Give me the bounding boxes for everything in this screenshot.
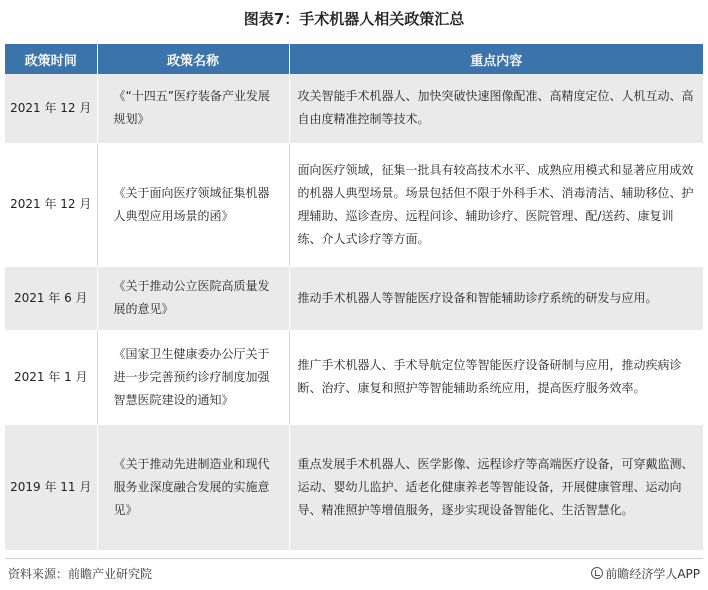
row-content: 推广手术机器人、手术导航定位等智能医疗设备研制与应用，推动疾病诊断、治疗、康复和照护等智能辅助系统应用，提高医疗服务效率。 bbox=[289, 330, 703, 424]
table-row bbox=[5, 266, 703, 330]
table-row bbox=[5, 424, 703, 550]
table-row bbox=[5, 143, 703, 266]
table-row bbox=[5, 330, 703, 424]
row-content: 攻关智能手术机器人、加快突破快速图像配准、高精度定位、人机互动、高自由度精准控制等技术。 bbox=[289, 74, 703, 143]
header-date: 政策时间 bbox=[5, 44, 97, 74]
row-policy-name: 《关于推动先进制造业和现代服务业深度融合发展的实施意见》 bbox=[97, 424, 289, 550]
brand-label: 前瞻经济学人APP bbox=[605, 567, 700, 581]
row-content: 重点发展手术机器人、医学影像、远程诊疗等高端医疗设备，可穿戴监测、运动、婴幼儿监护、适老化健康养老等智能设备，开展健康管理、运动向导、精准照护等增值服务，逐步实现设备智能化、生活智慧化。 bbox=[289, 424, 703, 550]
row-content: 面向医疗领域，征集一批具有较高技术水平、成熟应用模式和显著应用成效的机器人典型场景。场景包括但不限于外科手术、消毒清洁、辅助移位、护理辅助、巡诊查房、远程问诊、辅助诊疗、医院管理、配/送药、康复训练、介人式诊疗等方面。 bbox=[289, 143, 703, 266]
row-date: 2021 年 12 月 bbox=[5, 74, 97, 143]
row-date: 2019 年 11 月 bbox=[5, 424, 97, 550]
policy-table bbox=[5, 44, 703, 551]
source-note: 资料来源：前瞻产业研究院 bbox=[8, 567, 153, 581]
row-policy-name: 《国家卫生健康委办公厅关于进一步完善预约诊疗制度加强智慧医院建设的通知》 bbox=[97, 330, 289, 424]
brand-logo-icon bbox=[591, 567, 603, 579]
header-name: 政策名称 bbox=[97, 44, 289, 74]
row-policy-name: 《“十四五”医疗装备产业发展规划》 bbox=[97, 74, 289, 143]
row-policy-name: 《关于面向医疗领域征集机器人典型应用场景的函》 bbox=[97, 143, 289, 266]
footer-divider bbox=[5, 558, 703, 559]
row-date: 2021 年 6 月 bbox=[5, 266, 97, 330]
brand-credit bbox=[591, 565, 700, 582]
row-policy-name: 《关于推动公立医院高质量发展的意见》 bbox=[97, 266, 289, 330]
header-content: 重点内容 bbox=[289, 44, 703, 74]
row-content: 推动手术机器人等智能医疗设备和智能辅助诊疗系统的研发与应用。 bbox=[289, 266, 703, 330]
row-date: 2021 年 12 月 bbox=[5, 143, 97, 266]
figure-title: 图表7：手术机器人相关政策汇总 bbox=[243, 10, 465, 28]
table-row bbox=[5, 74, 703, 143]
row-date: 2021 年 1 月 bbox=[5, 330, 97, 424]
table-header-row bbox=[5, 44, 703, 74]
